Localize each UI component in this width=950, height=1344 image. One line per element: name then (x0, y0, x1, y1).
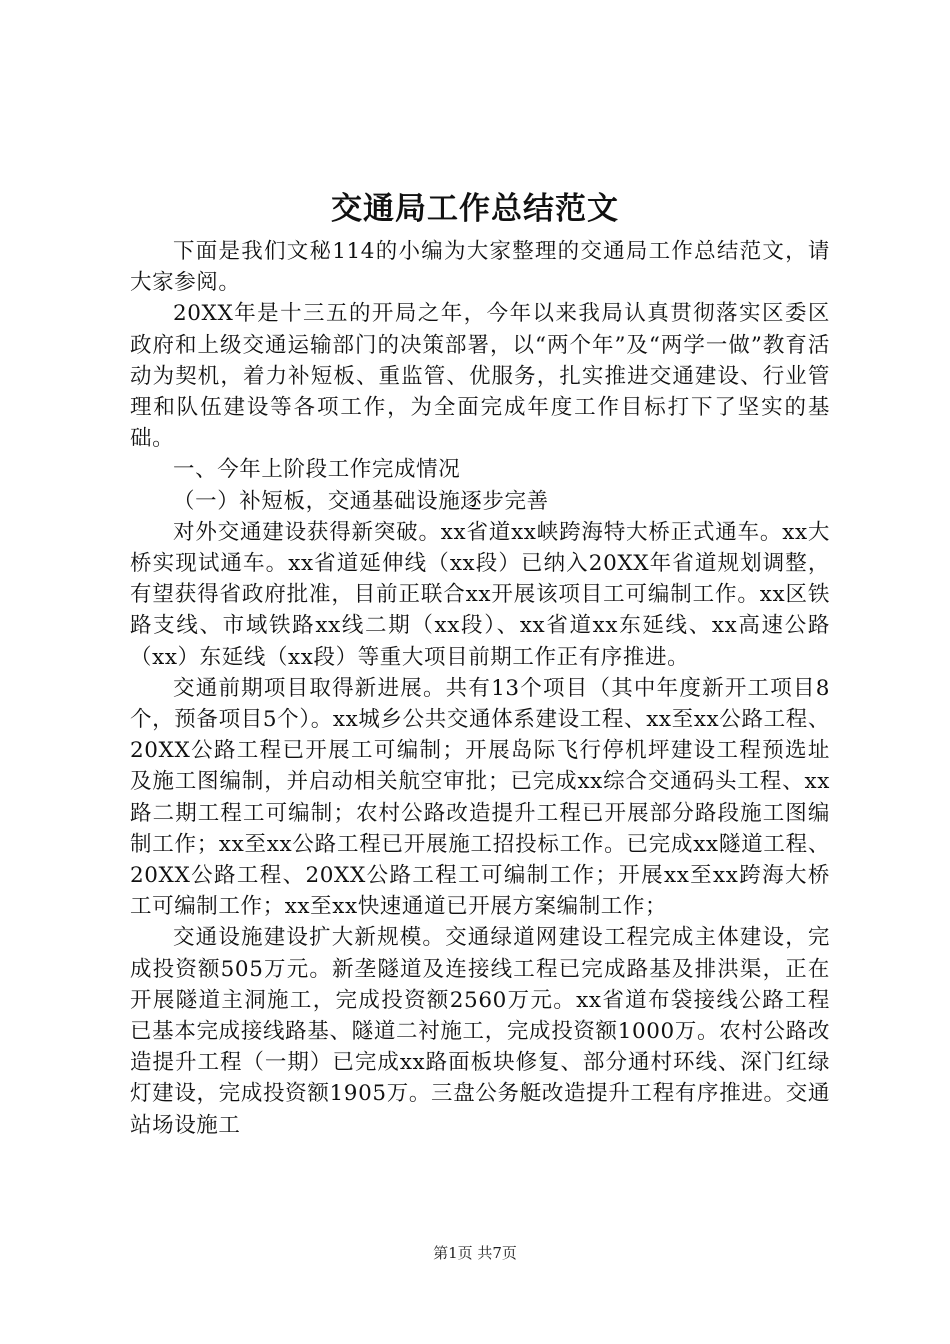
document-body (130, 236, 830, 1141)
page-number-footer: 第1页 共7页 (433, 1244, 517, 1262)
paragraph-intro: 下面是我们文秘114的小编为大家整理的交通局工作总结范文，请大家参阅。 (130, 239, 830, 296)
section-heading: 一、今年上阶段工作完成情况 (173, 457, 461, 483)
subsection-heading: （一）补短板，交通基础设施逐步完善 (173, 488, 549, 514)
paragraph-facility-construction: 交通设施建设扩大新规模。交通绿道网建设工程完成主体建设，完成投资额505万元。新垄隧道及连接线工程已完成路基及排洪渠，正在开展隧道主洞施工，完成投资额2560万元。xx省道布袋接线公路工程已基本完成接线路基、隧道二衬施工，完成投资额1000万。农村公路改造提升工程（一期）已完成xx路面板块修复、部分通村环线、深门红绿灯建设，完成投资额1905万。三盘公务艇改造提升工程有序推进。交通站场设施工 (130, 925, 830, 1138)
paragraph-preliminary-projects: 交通前期项目取得新进展。共有13个项目（其中年度新开工项目8个，预备项目5个）。xx城乡公共交通体系建设工程、xx至xx公路工程、20XX公路工程已开展工可编制；开展岛际飞行停机坪建设工程预选址及施工图编制，并启动相关航空审批；已完成xx综合交通码头工程、xx路二期工程工可编制；农村公路改造提升工程已开展部分路段施工图编制工作；xx至xx公路工程已开展施工招投标工作。已完成xx隧道工程、20XX公路工程、20XX公路工程工可编制工作；开展xx至xx跨海大桥工可编制工作；xx至xx快速通道已开展方案编制工作； (130, 675, 830, 920)
paragraph-overview: 20XX年是十三五的开局之年，今年以来我局认真贯彻落实区委区政府和上级交通运输部门的决策部署，以“两个年”及“两学一做”教育活动为契机，着力补短板、重监管、优服务，扎实推进交通建设、行业管理和队伍建设等各项工作，为全面完成年度工作目标打下了坚实的基础。 (130, 301, 830, 452)
document-title: 交通局工作总结范文 (331, 191, 619, 227)
paragraph-external-transport: 对外交通建设获得新突破。xx省道xx峡跨海特大桥正式通车。xx大桥实现试通车。xx省道延伸线（xx段）已纳入20XX年省道规划调整，有望获得省政府批准，目前正联合xx开展该项目工可编制工作。xx区铁路支线、市域铁路xx线二期（xx段）、xx省道xx东延线、xx高速公路（xx）东延线（xx段）等重大项目前期工作正有序推进。 (130, 519, 830, 670)
